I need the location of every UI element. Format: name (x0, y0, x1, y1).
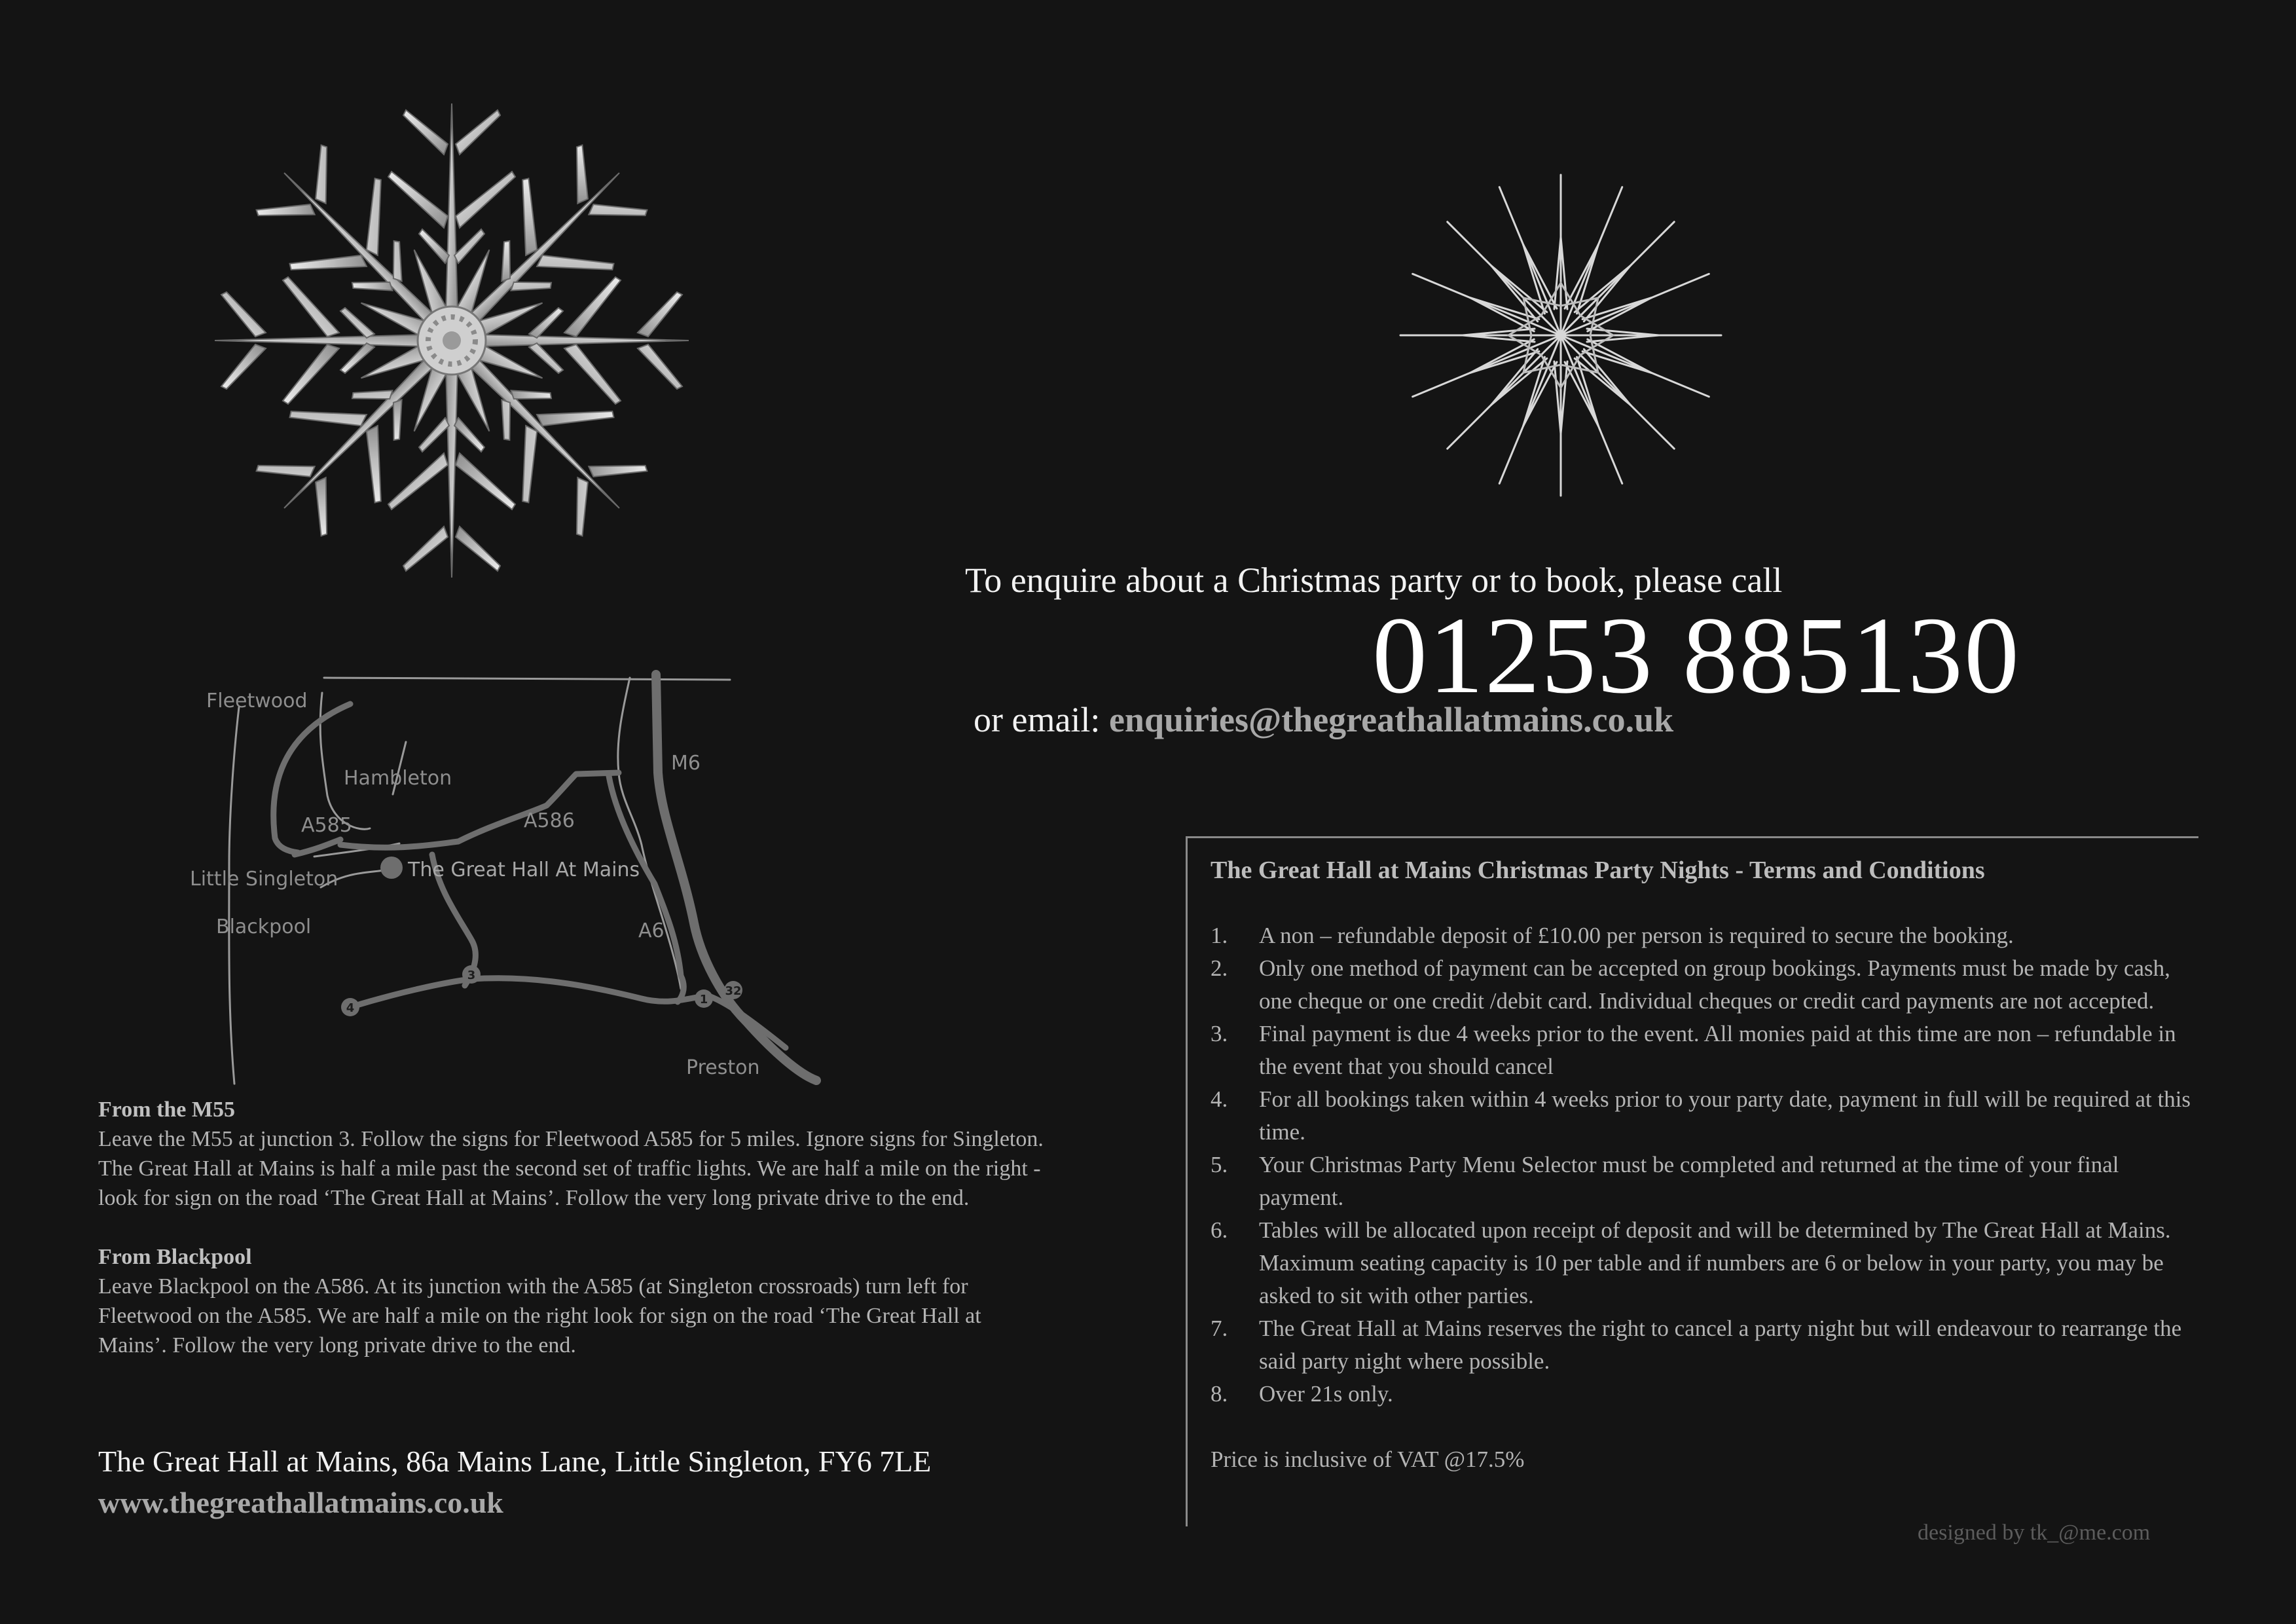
terms-item (1211, 1214, 2198, 1312)
terms-item (1211, 1378, 2198, 1411)
map-label-blackpool: Blackpool (216, 915, 312, 938)
terms-item (1211, 919, 2198, 952)
map-label-m6: M6 (671, 752, 701, 775)
terms-item-text: Over 21s only. (1259, 1381, 1393, 1407)
terms-item-text: A non – refundable deposit of £10.00 per person is required to secure the booking. (1259, 923, 2014, 948)
terms-item (1211, 1018, 2198, 1083)
map-label-little-singleton: Little Singleton (190, 868, 338, 891)
directions-m55-text: Leave the M55 at junction 3. Follow the signs for Fleetwood A585 for 5 miles. Ignore signs for Singleton. The Great Hall at Mains is half a mile past the second set of traffic lights. We are half a mile on the right - look for sign on the road ‘The Great Hall at Mains’. Follow the very long private drive to the end. (98, 1127, 1044, 1210)
directions-blackpool-text: Leave Blackpool on the A586. At its junction with the A585 (at Singleton crossroads) turn left for Fleetwood on the A585. We are half a mile on the right look for sign on the road ‘The Great Hall at Mains’. Follow the very long private drive to the end. (98, 1274, 981, 1357)
terms-item-text: Only one method of payment can be accepted on group bookings. Payments must be made by cash, one cheque or one credit /debit card. Individual cheques or credit card payments are not accepted. (1259, 955, 2170, 1014)
map-label-a585: A585 (301, 814, 352, 837)
terms-item (1211, 952, 2198, 1018)
directions-m55-heading: From the M55 (98, 1098, 235, 1122)
terms-item-text: Your Christmas Party Menu Selector must be completed and returned at the time of your final payment. (1259, 1152, 2119, 1210)
junction-label: 3 (467, 969, 476, 982)
snowflake-icon (204, 93, 699, 588)
terms-item-number: 7. (1211, 1316, 1228, 1341)
map-label-preston: Preston (686, 1056, 760, 1079)
terms-item-number: 4. (1211, 1086, 1228, 1112)
directions (98, 1095, 1054, 1390)
phone-number[interactable]: 01253 885130 (1372, 595, 2020, 716)
designer-credit: designed by tk_@me.com (1918, 1521, 2151, 1545)
email-prefix: or email: (974, 700, 1101, 739)
map-label-a6: A6 (638, 919, 665, 942)
star-snowflake-icon (1397, 172, 1724, 499)
directions-m55 (98, 1095, 1054, 1213)
terms-item-text: Final payment is due 4 weeks prior to the event. All monies paid at this time are non – refundable in the event that you should cancel (1259, 1021, 2176, 1079)
terms-item (1211, 1083, 2198, 1149)
map-label-hambleton: Hambleton (344, 767, 452, 790)
email-line (974, 699, 1673, 740)
enquiry-prompt: To enquire about a Christmas party or to book, please call (965, 561, 1783, 600)
terms-item-text: Tables will be allocated upon receipt of deposit and will be determined by The Great Hall at Mains. Maximum seating capacity is 10 per table and if numbers are 6 or below in your party, you may be asked to sit with other parties. (1259, 1217, 2171, 1308)
junction-label: 1 (699, 993, 708, 1006)
email-link[interactable]: enquiries@thegreathallatmains.co.uk (1108, 700, 1674, 739)
venue-address: The Great Hall at Mains, 86a Mains Lane, Little Singleton, FY6 7LE (98, 1445, 932, 1478)
terms-item (1211, 1149, 2198, 1214)
map-label-venue: The Great Hall At Mains (408, 858, 640, 881)
terms-list (1211, 919, 2198, 1411)
terms-item (1211, 1312, 2198, 1378)
terms-item-number: 2. (1211, 955, 1228, 981)
terms-item-number: 8. (1211, 1381, 1228, 1407)
location-map (183, 668, 838, 1100)
junction-label: 32 (725, 984, 742, 998)
terms-item-number: 5. (1211, 1152, 1228, 1177)
junction-label: 4 (346, 1001, 355, 1015)
terms-item-number: 1. (1211, 923, 1228, 948)
map-label-a586: A586 (524, 809, 575, 832)
terms-item-number: 6. (1211, 1217, 1228, 1243)
website-link[interactable]: www.thegreathallatmains.co.uk (98, 1486, 503, 1519)
terms-title: The Great Hall at Mains Christmas Party Nights - Terms and Conditions (1211, 857, 1985, 884)
map-label-fleetwood: Fleetwood (206, 690, 308, 712)
vat-note: Price is inclusive of VAT @17.5% (1211, 1447, 1525, 1472)
terms-and-conditions (1186, 836, 2198, 1526)
directions-blackpool (98, 1242, 1054, 1360)
terms-item-text: For all bookings taken within 4 weeks prior to your party date, payment in full will be required at this time. (1259, 1086, 2191, 1145)
terms-item-text: The Great Hall at Mains reserves the right to cancel a party night but will endeavour to rearrange the said party night where possible. (1259, 1316, 2182, 1374)
terms-item-number: 3. (1211, 1021, 1228, 1046)
directions-blackpool-heading: From Blackpool (98, 1245, 252, 1269)
